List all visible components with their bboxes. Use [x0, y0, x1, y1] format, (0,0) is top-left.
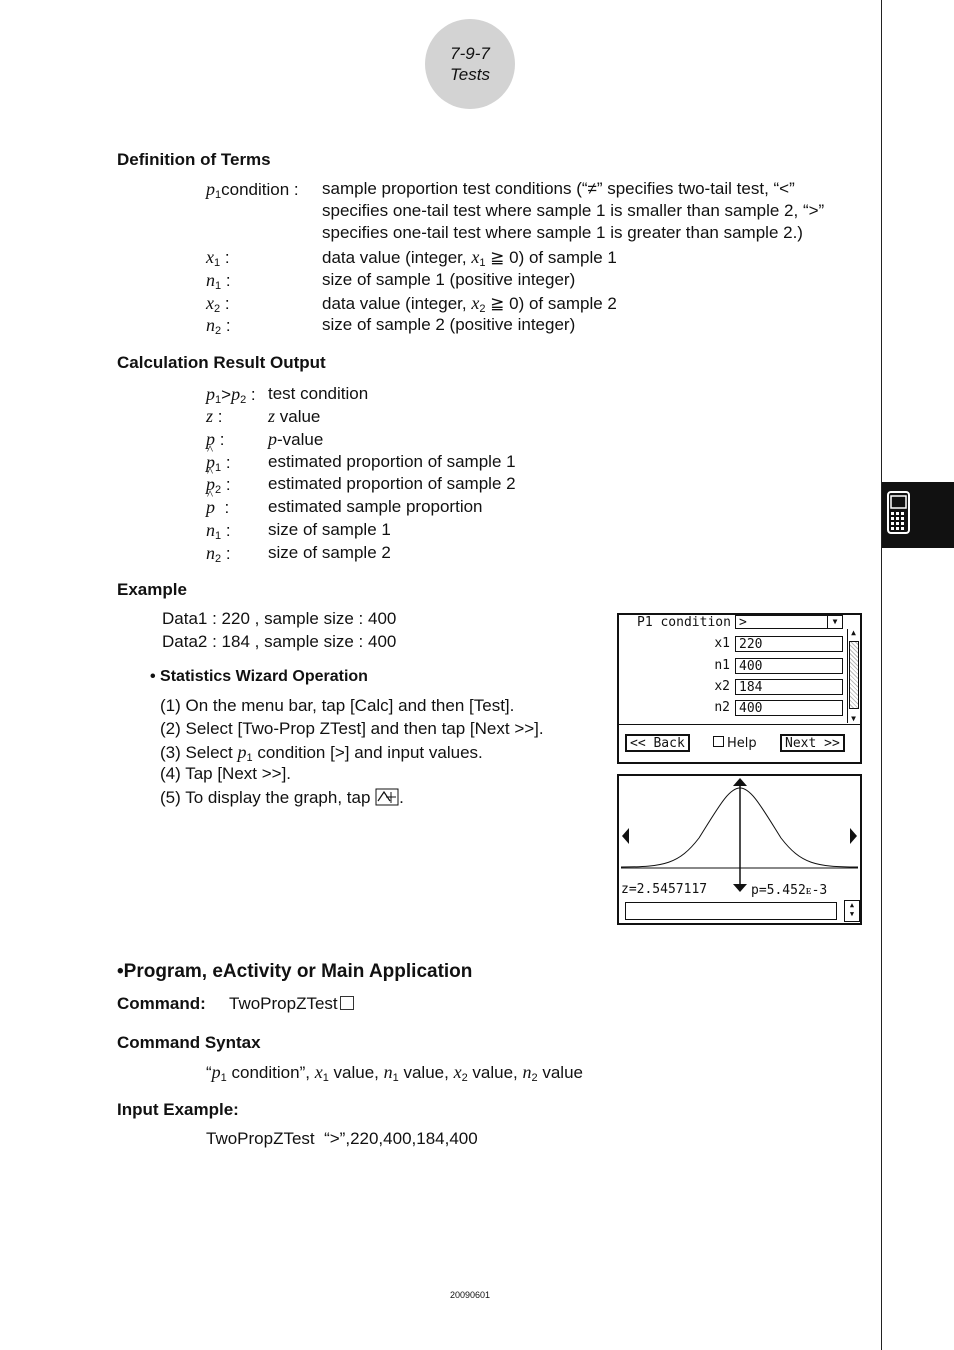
term-p1-desc-1: sample proportion test conditions (“≠” specifies two-tail test, “<” [322, 179, 795, 198]
field-x2[interactable]: 184 [735, 679, 843, 695]
term-p1: $p_1condition$ : [206, 179, 299, 201]
scroll-up-icon[interactable]: ▲ [851, 628, 856, 637]
term-n2: $n_2$ : [206, 315, 231, 337]
out-p1p2: $p_1>p_2$ : [206, 384, 256, 406]
term-n2-desc: size of sample 2 (positive integer) [322, 315, 576, 334]
command-label: Command: [117, 994, 206, 1013]
scroll-down-icon[interactable]: ▼ [849, 910, 855, 918]
field-n1[interactable]: 400 [735, 658, 843, 674]
entry-scroll[interactable] [844, 900, 860, 922]
section-name: Tests [449, 65, 490, 84]
out-p1p2-desc: test condition [268, 384, 369, 403]
page-badge [425, 19, 515, 109]
out-p1hat-desc: estimated proportion of sample 1 [268, 452, 516, 471]
wizard-screen [617, 613, 862, 764]
step-4: (4) Tap [Next >>]. [160, 764, 292, 783]
out-phat: ^ p : [206, 497, 229, 518]
step-3: (3) Select $p_1$ condition [>] and input values. [160, 742, 483, 764]
right-margin-rule [881, 0, 882, 1350]
field-label-x1: x1 [714, 636, 730, 651]
example-heading: Example [117, 580, 187, 599]
program-heading: •Program, eActivity or Main Application [117, 961, 473, 982]
term-p1-desc-2: specifies one-tail test where sample 1 is smaller than sample 2, “>” [322, 201, 825, 220]
dropdown-arrow-icon[interactable]: ▼ [827, 616, 842, 628]
out-z: z : [206, 406, 223, 426]
out-p-desc: p-value [268, 429, 324, 449]
trace-right-icon[interactable] [850, 828, 857, 844]
z-readout: z=2.5457117 [621, 882, 708, 897]
normal-curve-graph [619, 776, 860, 923]
field-n2[interactable]: 400 [735, 700, 843, 716]
trace-up-icon[interactable] [733, 778, 747, 786]
output-heading: Calculation Result Output [117, 353, 326, 372]
wizard-heading: • Statistics Wizard Operation [150, 668, 368, 685]
entry-field[interactable] [625, 902, 837, 920]
field-label-n2: n2 [714, 700, 730, 715]
space-symbol-icon [340, 996, 354, 1010]
out-z-desc: z value [268, 406, 321, 426]
footer-code: 20090601 [450, 1290, 491, 1300]
step-5: (5) To display the graph, tap . [160, 788, 404, 807]
field-label-n1: n1 [714, 658, 730, 673]
term-n1-desc: size of sample 1 (positive integer) [322, 270, 576, 289]
condition-label: P1 condition [637, 615, 731, 630]
condition-value: > [739, 615, 747, 630]
calculator-icon [882, 482, 954, 548]
out-n1: $n_1$ : [206, 520, 231, 542]
page-number: 7-9-7 [450, 44, 490, 63]
out-n2: $n_2$ : [206, 543, 231, 565]
scroll-up-icon[interactable]: ▲ [849, 901, 855, 909]
graph-screen [617, 774, 862, 925]
command-value: TwoPropZTest [229, 994, 354, 1014]
out-p2hat-desc: estimated proportion of sample 2 [268, 474, 516, 493]
input-value: TwoPropZTest “>”,220,400,184,400 [206, 1129, 478, 1148]
term-p1-desc-3: specifies one-tail test where sample 1 is greater than sample 2.) [322, 223, 803, 242]
input-heading: Input Example: [117, 1100, 239, 1119]
term-x2-desc: data value (integer, $x_2$ ≧ 0) of sample 2 [322, 293, 617, 315]
condition-select[interactable] [735, 615, 843, 629]
scrollbar[interactable] [847, 629, 859, 723]
example-data2: Data2 : 184 , sample size : 400 [162, 632, 397, 651]
out-phat-desc: estimated sample proportion [268, 497, 483, 516]
scroll-down-icon[interactable]: ▼ [851, 714, 856, 723]
p-readout: p=5.452ᴇ-3 [751, 883, 828, 898]
term-x1-desc: data value (integer, $x_1$ ≧ 0) of sample 1 [322, 247, 617, 269]
out-p2hat: ^ $p_2$ : [206, 474, 231, 495]
out-p1hat: ^ $p_1$ : [206, 452, 231, 473]
syntax-line: “$p_1$ condition”, $x_1$ value, $n_1$ value, $x_2$ value, $n_2$ value [206, 1062, 583, 1084]
syntax-heading: Command Syntax [117, 1033, 261, 1052]
step-1: (1) On the menu bar, tap [Calc] and then [Test]. [160, 696, 515, 715]
out-n1-desc: size of sample 1 [268, 520, 391, 539]
scroll-track[interactable] [849, 641, 859, 709]
term-n1: $n_1$ : [206, 270, 231, 292]
chapter-tab [882, 482, 954, 548]
checkbox-icon[interactable] [713, 736, 724, 747]
definition-heading: Definition of Terms [117, 150, 271, 169]
term-x2: $x_2$ : [206, 293, 230, 315]
example-data1: Data1 : 220 , sample size : 400 [162, 609, 397, 628]
field-x1[interactable]: 220 [735, 636, 843, 652]
divider [619, 724, 860, 725]
trace-left-icon[interactable] [622, 828, 629, 844]
trace-down-icon[interactable] [733, 884, 747, 892]
next-button[interactable]: Next >> [780, 734, 845, 752]
graph-toggle-icon [375, 788, 399, 806]
out-n2-desc: size of sample 2 [268, 543, 391, 562]
field-label-x2: x2 [714, 679, 730, 694]
term-x1: $x_1$ : [206, 247, 230, 269]
step-2: (2) Select [Two-Prop ZTest] and then tap [Next >>]. [160, 719, 544, 738]
back-button[interactable]: << Back [625, 734, 690, 752]
out-p: p : [206, 429, 225, 449]
help-checkbox[interactable]: Help [713, 736, 757, 751]
